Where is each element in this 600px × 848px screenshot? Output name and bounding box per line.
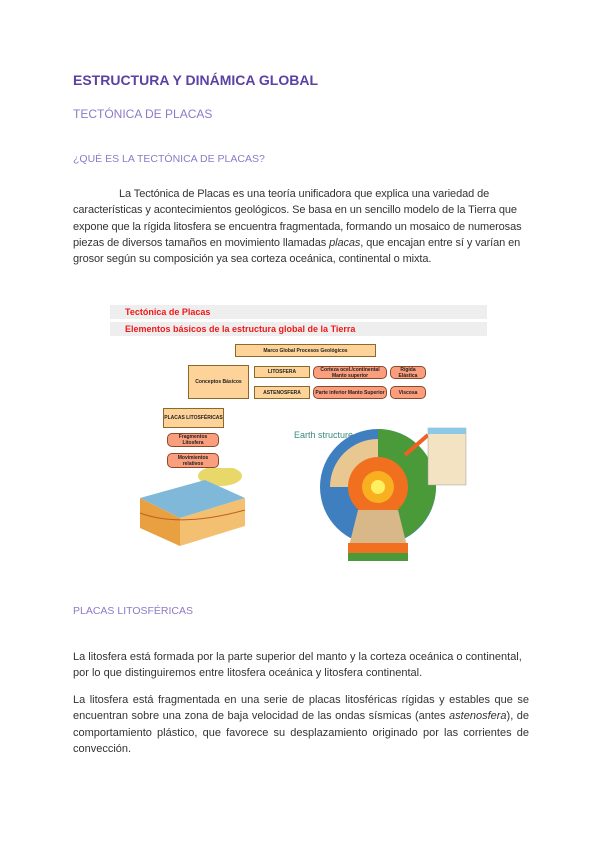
box-viscosa: Viscosa — [390, 386, 426, 399]
text: ), de comportamiento plástico, que favorece su desplazamiento originado por las corrientes de convección. — [73, 710, 529, 755]
box-parte-inferior: Parte inferior Manto Superior — [313, 386, 387, 399]
figure-subtitle-bar: Elementos básicos de la estructura global de la Tierra — [110, 322, 487, 336]
plate-block-diagram — [135, 468, 247, 548]
text: La litosfera está fragmentada en una serie de placas litosféricas rígidas y estables que se encuentran sobre una zona de baja velocidad de las ondas sísmicas (antes — [73, 694, 529, 723]
box-marco: Marco Global Procesos Geológicos — [235, 344, 376, 357]
box-placas: PLACAS LITOSFÉRICAS — [163, 408, 224, 428]
box-astenosfera: ASTENOSFERA — [254, 386, 310, 399]
earth-structure-label: Earth structure — [294, 430, 354, 440]
box-corteza: Corteza ocel./continental Manto superior — [313, 366, 387, 379]
box-rigida: Rígida Elástica — [390, 366, 426, 379]
paragraph — [73, 692, 529, 757]
emphasis: astenosfera — [449, 710, 507, 723]
paragraph: La litosfera está formada por la parte superior del manto y la corteza oceánica o continental, por lo que distinguiremos entre litosfera oceánica y litosfera continental. — [73, 651, 522, 680]
box-conceptos: Conceptos Básicos — [188, 365, 249, 399]
box-movimientos: Movimientos relativos — [167, 453, 219, 468]
subsection-heading: ¿QUÉ ES LA TECTÓNICA DE PLACAS? — [73, 153, 265, 165]
figure-title-bar: Tectónica de Placas — [110, 305, 487, 319]
document-title: ESTRUCTURA Y DINÁMICA GLOBAL — [73, 72, 318, 88]
box-litosfera: LITOSFERA — [254, 366, 310, 378]
intro-paragraph — [73, 186, 529, 267]
section-title: TECTÓNICA DE PLACAS — [73, 107, 213, 121]
emphasis: placas — [329, 236, 361, 249]
text: , que encajan entre sí y varían en grosor según su composición ya sea corteza oceánica, continental o mixta. — [73, 236, 521, 266]
box-fragmentos: Fragmentos Litosfera — [167, 433, 219, 447]
text: La Tectónica de Placas es una teoría unificadora que explica una variedad de características y acontecimientos geológicos. Se basa en un sencillo modelo de la Tierra que expone que la rígida litosfera se encuentra fragmentada, formando un mosaico de numerosas piezas de diversos tamaños en movimiento llamadas — [73, 188, 522, 249]
earth-structure-diagram — [310, 425, 470, 565]
subsection-heading: PLACAS LITOSFÉRICAS — [73, 605, 194, 617]
